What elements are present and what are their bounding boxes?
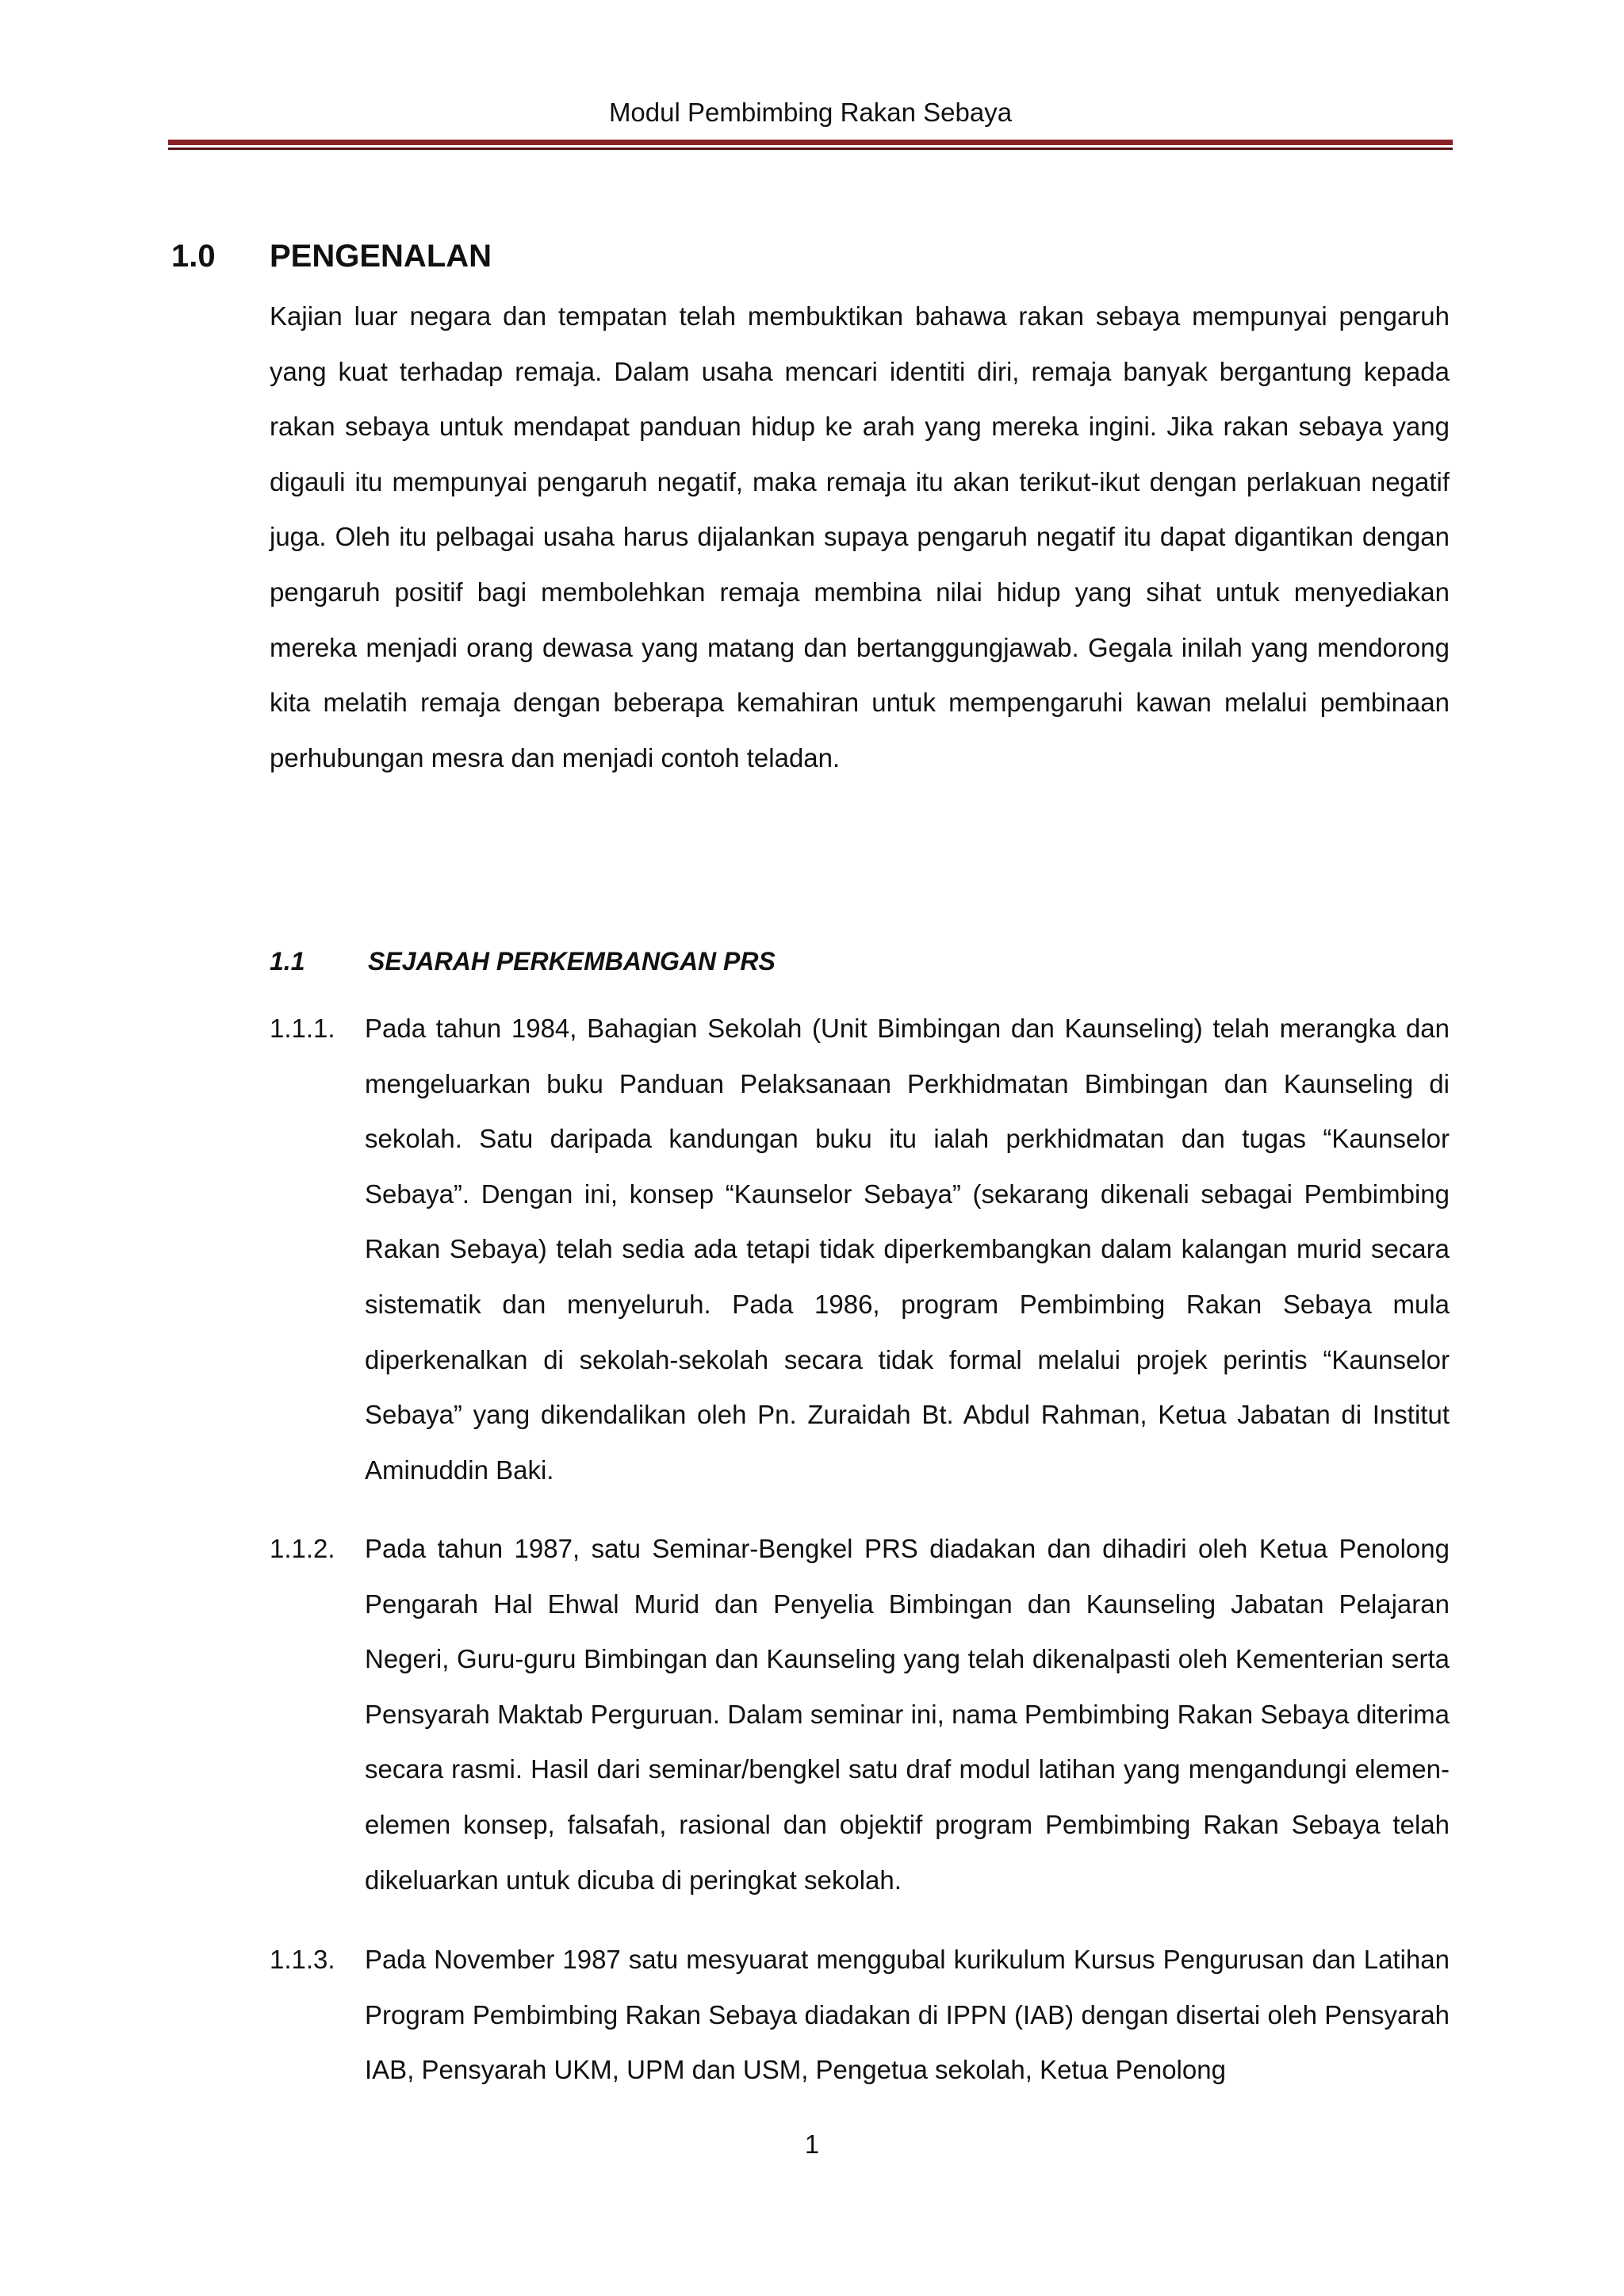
intro-paragraph: Kajian luar negara dan tempatan telah membuktikan bahawa rakan sebaya mempunyai pengaruh yang kuat terhadap remaja. Dalam usaha mencari identiti diri, remaja banyak bergantung kepada rakan sebaya untuk mendapat panduan hidup ke arah yang mereka ingini. Jika rakan sebaya yang digauli itu mempunyai pengaruh negatif, maka remaja itu akan terikut-ikut dengan perlakuan negatif juga. Oleh itu pelbagai usaha harus dijalankan supaya pengaruh negatif itu dapat digantikan dengan pengaruh positif bagi membolehkan remaja membina nilai hidup yang sihat untuk menyediakan mereka menjadi orang dewasa yang matang dan bertanggungjawab. Gegala inilah yang mendorong kita melatih remaja dengan beberapa kemahiran untuk mempengaruhi kawan melalui pembinaan perhubungan mesra dan menjadi contoh teladan. — [270, 301, 1450, 772]
list-item-text: Pada tahun 1987, satu Seminar-Bengkel PRS diadakan dan dihadiri oleh Ketua Penolong Pengarah Hal Ehwal Murid dan Penyelia Bimbingan dan Kaunseling Jabatan Pelajaran Negeri, Guru-guru Bimbingan dan Kaunseling yang telah dikenalpasti oleh Kementerian serta Pensyarah Maktab Perguruan. Dalam seminar ini, nama Pembimbing Rakan Sebaya diterima secara rasmi. Hasil dari seminar/bengkel satu draf modul latihan yang mengandungi elemen-elemen konsep, falsafah, rasional dan objektif program Pembimbing Rakan Sebaya telah dikeluarkan untuk dicuba di peringkat sekolah. — [365, 1534, 1450, 1895]
header-rule-thick — [168, 140, 1453, 145]
subsection-number: 1.1 — [270, 947, 305, 976]
running-header: Modul Pembimbing Rakan Sebaya — [608, 98, 1013, 127]
list-item — [270, 1001, 1450, 1497]
page-number: 1 — [804, 2129, 820, 2159]
list-item-number: 1.1.3. — [270, 1945, 335, 1974]
header-rule-thin — [168, 148, 1453, 150]
list-item-number: 1.1.1. — [270, 1014, 335, 1043]
list-item-text: Pada tahun 1984, Bahagian Sekolah (Unit Bimbingan dan Kaunseling) telah merangka dan mengeluarkan buku Panduan Pelaksanaan Perkhidmatan Bimbingan dan Kaunseling di sekolah. Satu daripada kandungan buku itu ialah perkhidmatan dan tugas “Kaunselor Sebaya”. Dengan ini, konsep “Kaunselor Sebaya” (sekarang dikenali sebagai Pembimbing Rakan Sebaya) telah sedia ada tetapi tidak diperkembangkan dalam kalangan murid secara sistematik dan menyeluruh. Pada 1986, program Pembimbing Rakan Sebaya mula diperkenalkan di sekolah-sekolah secara tidak formal melalui projek perintis “Kaunselor Sebaya” yang dikendalikan oleh Pn. Zuraidah Bt. Abdul Rahman, Ketua Jabatan di Institut Aminuddin Baki. — [365, 1014, 1450, 1485]
subsection-title: SEJARAH PERKEMBANGAN PRS — [368, 947, 776, 976]
header-rule — [168, 140, 1453, 151]
list-item-number: 1.1.2. — [270, 1534, 335, 1563]
list-item — [270, 1521, 1450, 1907]
section-number: 1.0 — [171, 239, 216, 274]
section-title: PENGENALAN — [270, 239, 492, 274]
list-item-text: Pada November 1987 satu mesyuarat menggubal kurikulum Kursus Pengurusan dan Latihan Program Pembimbing Rakan Sebaya diadakan di IPPN (IAB) dengan disertai oleh Pensyarah IAB, Pensyarah UKM, UPM dan USM, Pengetua sekolah, Ketua Penolong — [365, 1945, 1450, 2085]
list-item — [270, 1932, 1450, 2098]
